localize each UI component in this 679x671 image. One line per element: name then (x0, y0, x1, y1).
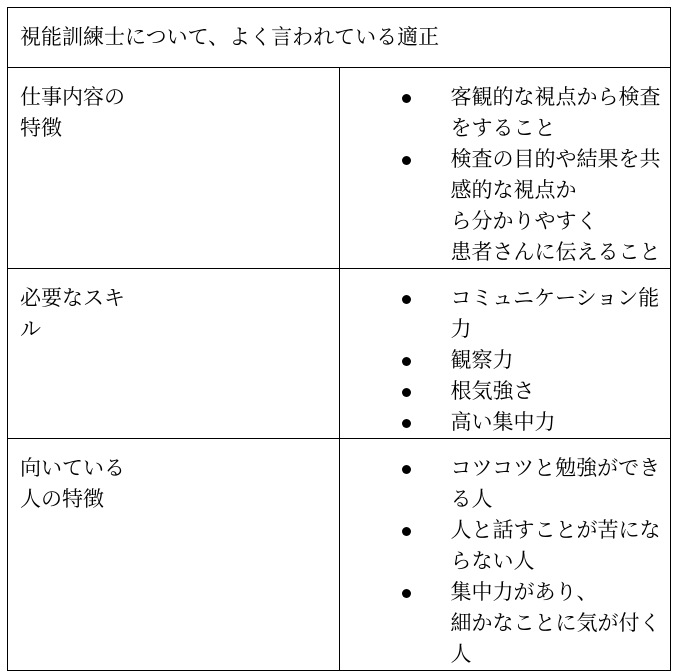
row-label-line: 仕事内容の (20, 85, 125, 109)
list-item (340, 144, 663, 268)
list-item (340, 515, 663, 577)
list-item (340, 283, 663, 345)
list-item-text: 観察力 (450, 348, 514, 372)
bullet-icon (402, 419, 411, 428)
list-item (340, 577, 663, 670)
row-label (8, 439, 340, 671)
table-title: 視能訓練士について、よく言われている適正 (8, 8, 671, 68)
bullet-icon (402, 589, 411, 598)
bullet-icon (402, 156, 411, 165)
table-row-job-features (8, 68, 671, 269)
row-label-line: 特徴 (20, 116, 62, 140)
row-label (8, 269, 340, 439)
bullet-list (340, 283, 663, 438)
row-label (8, 68, 340, 269)
list-item-text: コツコツと勉強ができる人 (450, 456, 661, 511)
row-content (339, 68, 671, 269)
bullet-list (340, 82, 663, 268)
list-item-text: 人と話すことが苦にならない人 (450, 518, 661, 573)
table-row-suited-person (8, 439, 671, 671)
list-item (340, 82, 663, 144)
bullet-icon (402, 94, 411, 103)
bullet-icon (402, 357, 411, 366)
list-item-text: 高い集中力 (450, 410, 556, 434)
row-label-line: ル (20, 317, 41, 341)
row-label-line: 必要なスキ (20, 286, 125, 310)
row-content (339, 439, 671, 671)
list-item-text: 細かなことに気が付く人 (450, 611, 661, 666)
row-label-line: 人の特徴 (20, 487, 104, 511)
list-item (340, 453, 663, 515)
aptitude-table (7, 7, 671, 671)
row-label-line: 向いている (20, 456, 125, 480)
list-item (340, 407, 663, 438)
title-row (8, 8, 671, 68)
list-item (340, 345, 663, 376)
list-item-text: 根気強さ (450, 379, 535, 403)
list-item-text: ら分かりやすく (450, 209, 598, 233)
row-content (339, 269, 671, 439)
list-item-text: 患者さんに伝えること (450, 240, 661, 264)
bullet-list (340, 453, 663, 670)
list-item-text: 集中力があり、 (450, 580, 598, 604)
list-item-text: 客観的な視点から検査をすること (450, 85, 661, 140)
table-row-required-skills (8, 269, 671, 439)
bullet-icon (402, 388, 411, 397)
list-item-text: 検査の目的や結果を共感的な視点か (450, 147, 661, 202)
bullet-icon (402, 295, 411, 304)
list-item (340, 376, 663, 407)
bullet-icon (402, 465, 411, 474)
bullet-icon (402, 527, 411, 536)
list-item-text: コミュニケーション能力 (450, 286, 660, 341)
